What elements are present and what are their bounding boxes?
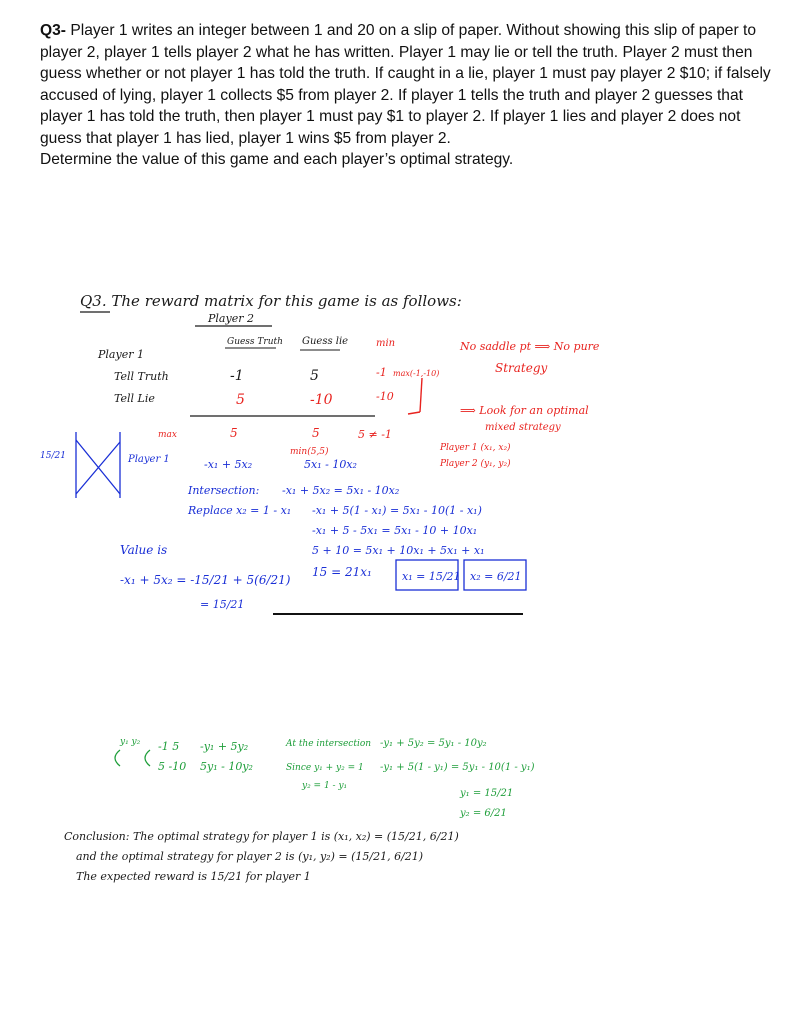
max-min-note: max(-1,-10) (393, 369, 440, 378)
red-bracket (420, 378, 422, 412)
expr-col-1: -x₁ + 5x₂ (204, 458, 253, 471)
y2-result: y₂ = 6/21 (460, 808, 507, 819)
conclusion-line-2: and the optimal strategy for player 2 is (y₁, y₂) = (15/21, 6/21) (76, 850, 424, 863)
section-divider (273, 613, 523, 615)
p2-col-1: -1 5 (158, 740, 180, 753)
p2-col-2: 5 -10 (158, 760, 187, 773)
p2-expr-1: -y₁ + 5y₂ (200, 740, 249, 753)
replace-eq: -x₁ + 5(1 - x₁) = 5x₁ - 10(1 - x₁) (312, 504, 482, 517)
question-label: Q3- (40, 22, 66, 39)
red-bracket-foot (408, 412, 420, 414)
handwritten-solution-page-2 (40, 720, 778, 910)
p2-right-arrow (145, 750, 150, 766)
cell-lie-guess-truth: 5 (236, 392, 245, 408)
col-guess-truth: Guess Truth (227, 337, 283, 347)
question-task: Determine the value of this game and each player’s optimal strategy. (40, 151, 514, 168)
left-fraction: 15/21 (40, 451, 66, 461)
col-max-1: 5 (230, 426, 238, 440)
solution-heading: Q3. The reward matrix for this game is as follows: (80, 292, 462, 310)
intersection-label: Intersection: (188, 484, 260, 497)
replace-label: Replace x₂ = 1 - x₁ (188, 504, 292, 517)
cell-truth-guess-lie: 5 (310, 368, 319, 384)
p2-arrow-label: y₁ y₂ (120, 737, 141, 747)
value-label: Value is (120, 543, 168, 557)
p2-expr-2: 5y₁ - 10y₂ (200, 760, 253, 773)
max-label: max (158, 430, 177, 440)
look-for-note: ⟹ Look for an optimal (460, 404, 589, 417)
col-guess-lie: Guess lie (302, 336, 349, 347)
x2-result: x₂ = 6/21 (470, 570, 522, 583)
pure-strategy-note: Strategy (495, 361, 548, 375)
question-text (40, 20, 780, 171)
intersection-eq: -x₁ + 5x₂ = 5x₁ - 10x₂ (282, 484, 400, 497)
conclusion-line-1: Conclusion: The optimal strategy for player 1 is (x₁, x₂) = (15/21, 6/21) (64, 830, 459, 843)
y1-result: y₁ = 15/21 (460, 788, 514, 799)
row-min-2: -10 (376, 390, 394, 403)
p2-left-arrow (115, 750, 120, 766)
y2-eq: y₂ = 1 - y₁ (302, 781, 348, 791)
cell-truth-guess-truth: -1 (230, 368, 244, 384)
p2-substituted: -y₁ + 5(1 - y₁) = 5y₁ - 10(1 - y₁) (380, 762, 535, 773)
min-label: min (376, 338, 396, 349)
at-intersection: At the intersection (286, 739, 372, 749)
since-note: Since y₁ + y₂ = 1 (286, 763, 364, 773)
player-2-label: Player 2 (208, 312, 254, 325)
no-saddle-note: No saddle pt ⟹ No pure (460, 340, 600, 353)
derivation-step-3: 15 = 21x₁ (312, 565, 372, 579)
question-body: Player 1 writes an integer between 1 and 20 on a slip of paper. Without showing this slip of paper to player 2, player 1 tells player 2 what he has written. Player 1 may lie or tell the truth. Player 2 must then guess whether or not player 1 has told the truth. If caught in a lie, player 1 must pay player 2 $10; if falsely accused of lying, player 1 collects $5 from player 2. If player 1 tells the truth and player 2 guesses that player 1 has told the truth, then player 1 must pay $1 to player 2. If player 1 lies and player 2 does not guess that player 1 has lied, player 1 wins $5 from player 2. (40, 22, 771, 147)
col-max-2: 5 (312, 426, 320, 440)
row-tell-lie: Tell Lie (114, 392, 155, 405)
conclusion-line-3: The expected reward is 15/21 for player 1 (76, 870, 311, 883)
derivation-step-1: -x₁ + 5 - 5x₁ = 5x₁ - 10 + 10x₁ (312, 524, 478, 537)
neq-note: 5 ≠ -1 (358, 428, 392, 441)
cell-lie-guess-lie: -10 (310, 392, 333, 408)
handwritten-solution-page-1 (40, 272, 778, 652)
value-expression: -x₁ + 5x₂ = -15/21 + 5(6/21) (120, 573, 291, 587)
p2-vector: Player 2 (y₁, y₂) (440, 459, 511, 469)
expr-col-2: 5x₁ - 10x₂ (304, 458, 357, 471)
mixed-strategy-note: mixed strategy (485, 422, 561, 433)
value-result: = 15/21 (200, 598, 245, 611)
derivation-step-2: 5 + 10 = 5x₁ + 10x₁ + 5x₁ + x₁ (312, 544, 485, 557)
p1-vector: Player 1 (x₁, x₂) (440, 443, 511, 453)
graph-player-1: Player 1 (128, 454, 170, 465)
player-1-label: Player 1 (98, 348, 144, 361)
row-min-1: -1 (376, 366, 387, 379)
min-max-note: min(5,5) (290, 447, 329, 457)
p2-intersection-eq: -y₁ + 5y₂ = 5y₁ - 10y₂ (380, 738, 487, 749)
row-tell-truth: Tell Truth (114, 370, 169, 383)
x1-result: x₁ = 15/21 (402, 570, 461, 583)
